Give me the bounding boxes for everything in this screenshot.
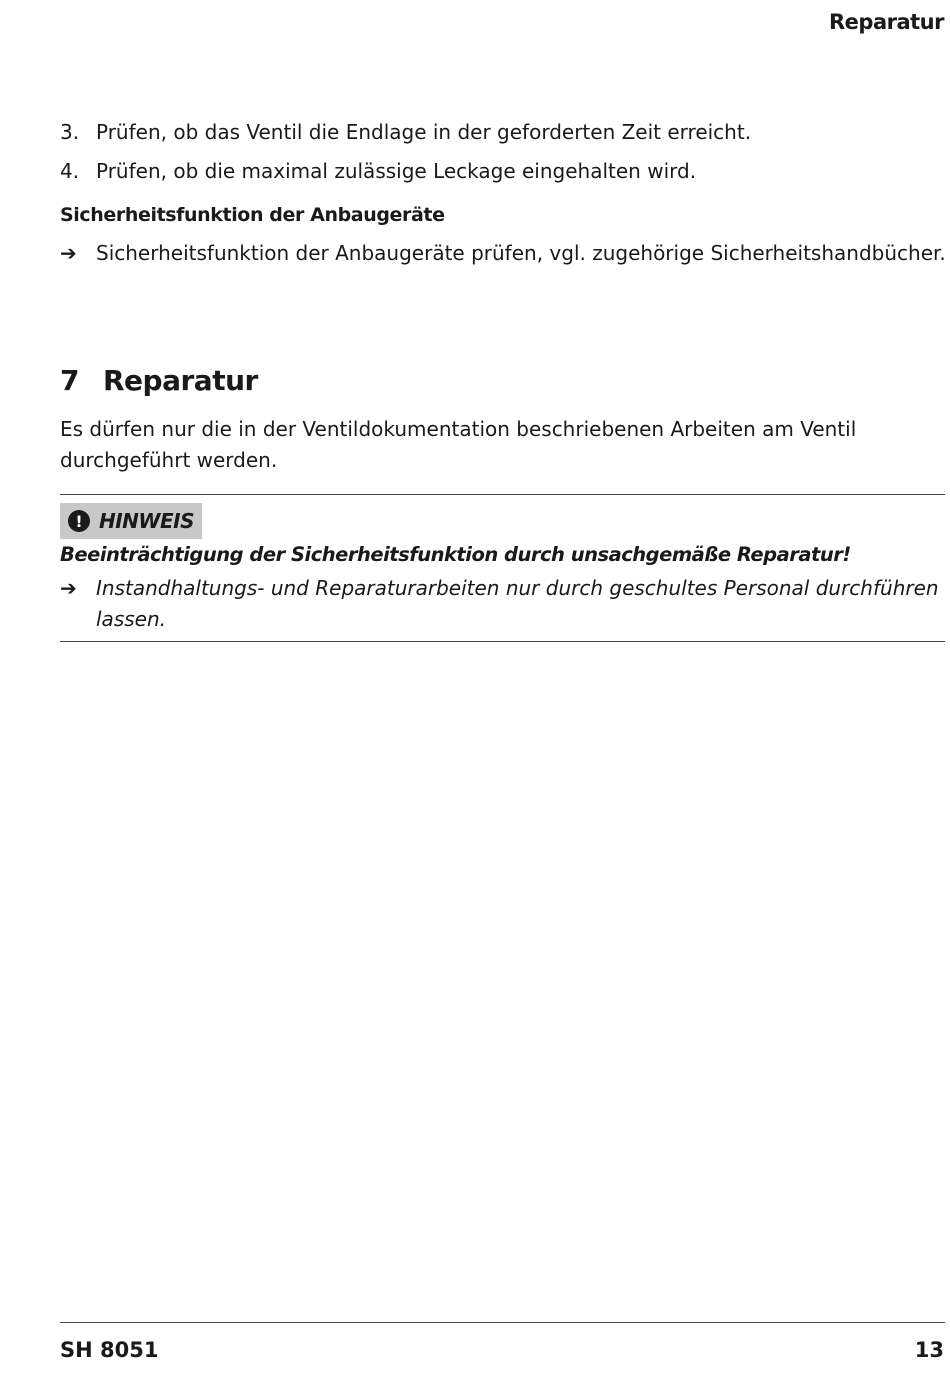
arrow-right-icon: ➔ xyxy=(60,241,77,265)
chapter-number: 7 xyxy=(60,364,79,397)
subsection-title: Sicherheitsfunktion der Anbaugeräte xyxy=(60,204,445,226)
step-3 xyxy=(60,120,751,144)
exclamation-circle-icon: ! xyxy=(68,510,90,532)
notice-top-divider xyxy=(60,494,945,495)
step-text: Prüfen, ob die maximal zulässige Leckage eingehalten wird. xyxy=(96,159,697,183)
footer-divider xyxy=(60,1322,945,1323)
notice-action xyxy=(60,573,945,635)
notice-bottom-divider xyxy=(60,641,945,642)
notice-action-text: Instandhaltungs- und Reparaturarbeiten nur durch geschultes Personal durchführen lassen. xyxy=(96,576,939,631)
step-4 xyxy=(60,159,696,183)
subsection-action xyxy=(60,241,946,265)
notice-badge xyxy=(60,503,202,539)
document-id: SH 8051 xyxy=(60,1338,159,1362)
step-number: 4. xyxy=(60,159,80,183)
step-number: 3. xyxy=(60,120,80,144)
chapter-title: Reparatur xyxy=(103,364,258,397)
step-text: Prüfen, ob das Ventil die Endlage in der geforderten Zeit erreicht. xyxy=(96,120,752,144)
action-text: Sicherheitsfunktion der Anbaugeräte prüfen, vgl. zugehörige Sicherheitshandbücher. xyxy=(96,241,946,265)
chapter-body: Es dürfen nur die in der Ventildokumentation beschriebenen Arbeiten am Ventil durchgeführt werden. xyxy=(60,417,857,472)
arrow-right-icon: ➔ xyxy=(60,576,77,600)
chapter-heading xyxy=(60,364,258,397)
page-number: 13 xyxy=(914,1338,944,1362)
notice-title: Beeinträchtigung der Sicherheitsfunktion durch unsachgemäße Reparatur! xyxy=(60,543,851,566)
notice-label: HINWEIS xyxy=(99,509,194,533)
running-header: Reparatur xyxy=(829,10,944,34)
